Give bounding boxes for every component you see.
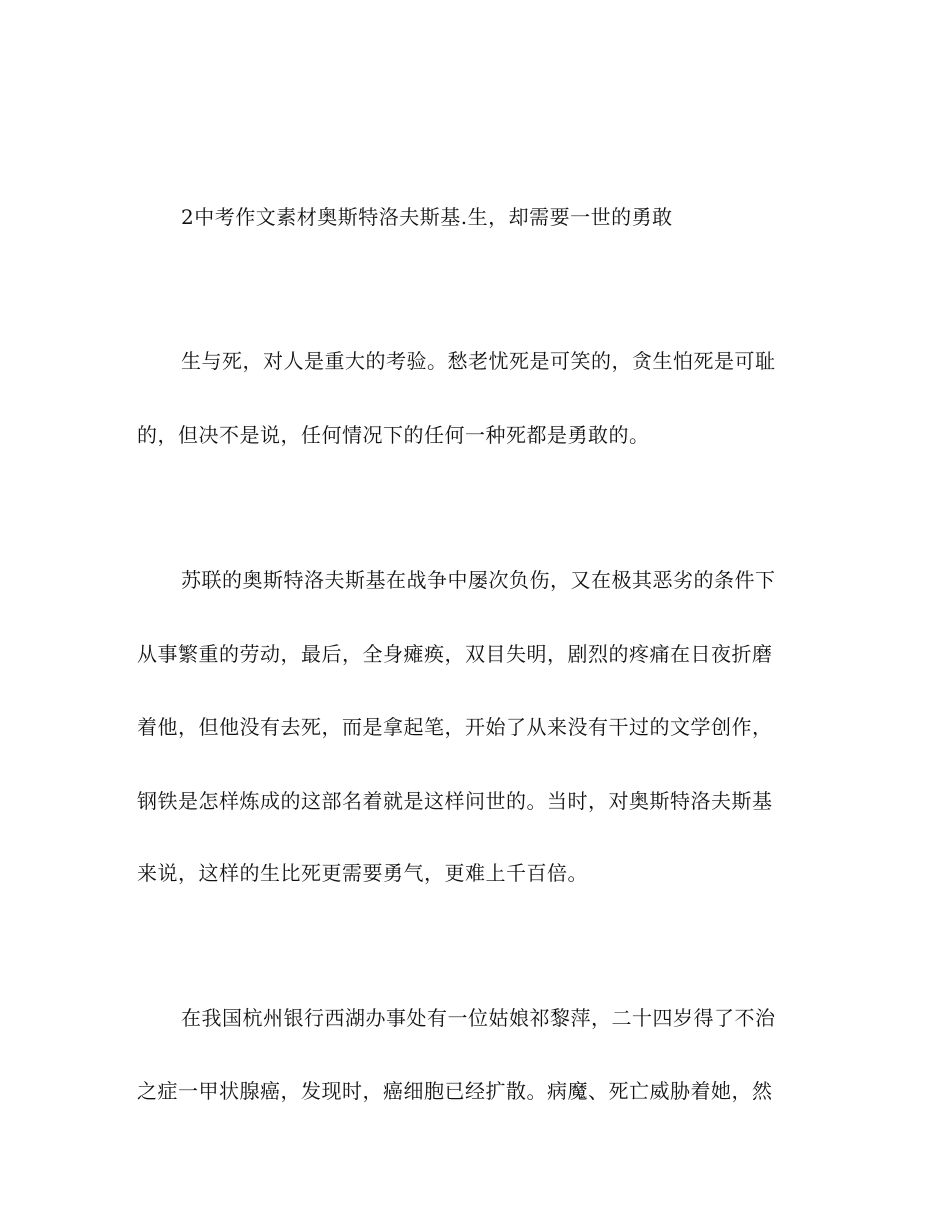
document-title: 2中考作文素材奥斯特洛夫斯基.生，却需要一世的勇敢	[181, 205, 673, 229]
paragraph-line: 的，但决不是说，任何情况下的任何一种死都是勇敢的。	[137, 423, 650, 447]
paragraph-line: 从事繁重的劳动，最后，全身瘫痪，双目失明，剧烈的疼痛在日夜折磨	[137, 642, 773, 666]
paragraph-line: 生与死，对人是重大的考验。愁老忧死是可笑的，贪生怕死是可耻	[181, 349, 776, 373]
paragraph-line: 在我国杭州银行西湖办事处有一位姑娘祁黎萍，二十四岁得了不治	[181, 1006, 776, 1030]
paragraph-line: 着他，但他没有去死，而是拿起笔，开始了从来没有干过的文学创作，	[137, 715, 773, 739]
paragraph-line: 钢铁是怎样炼成的这部名着就是这样问世的。当时，对奥斯特洛夫斯基	[137, 789, 773, 813]
paragraph-line: 之症一甲状腺癌，发现时，癌细胞已经扩散。病魔、死亡威胁着她，然	[137, 1079, 773, 1103]
paragraph-line: 来说，这样的生比死更需要勇气，更难上千百倍。	[137, 861, 588, 885]
paragraph-line: 苏联的奥斯特洛夫斯基在战争中屡次负伤，又在极其恶劣的条件下	[181, 568, 776, 592]
